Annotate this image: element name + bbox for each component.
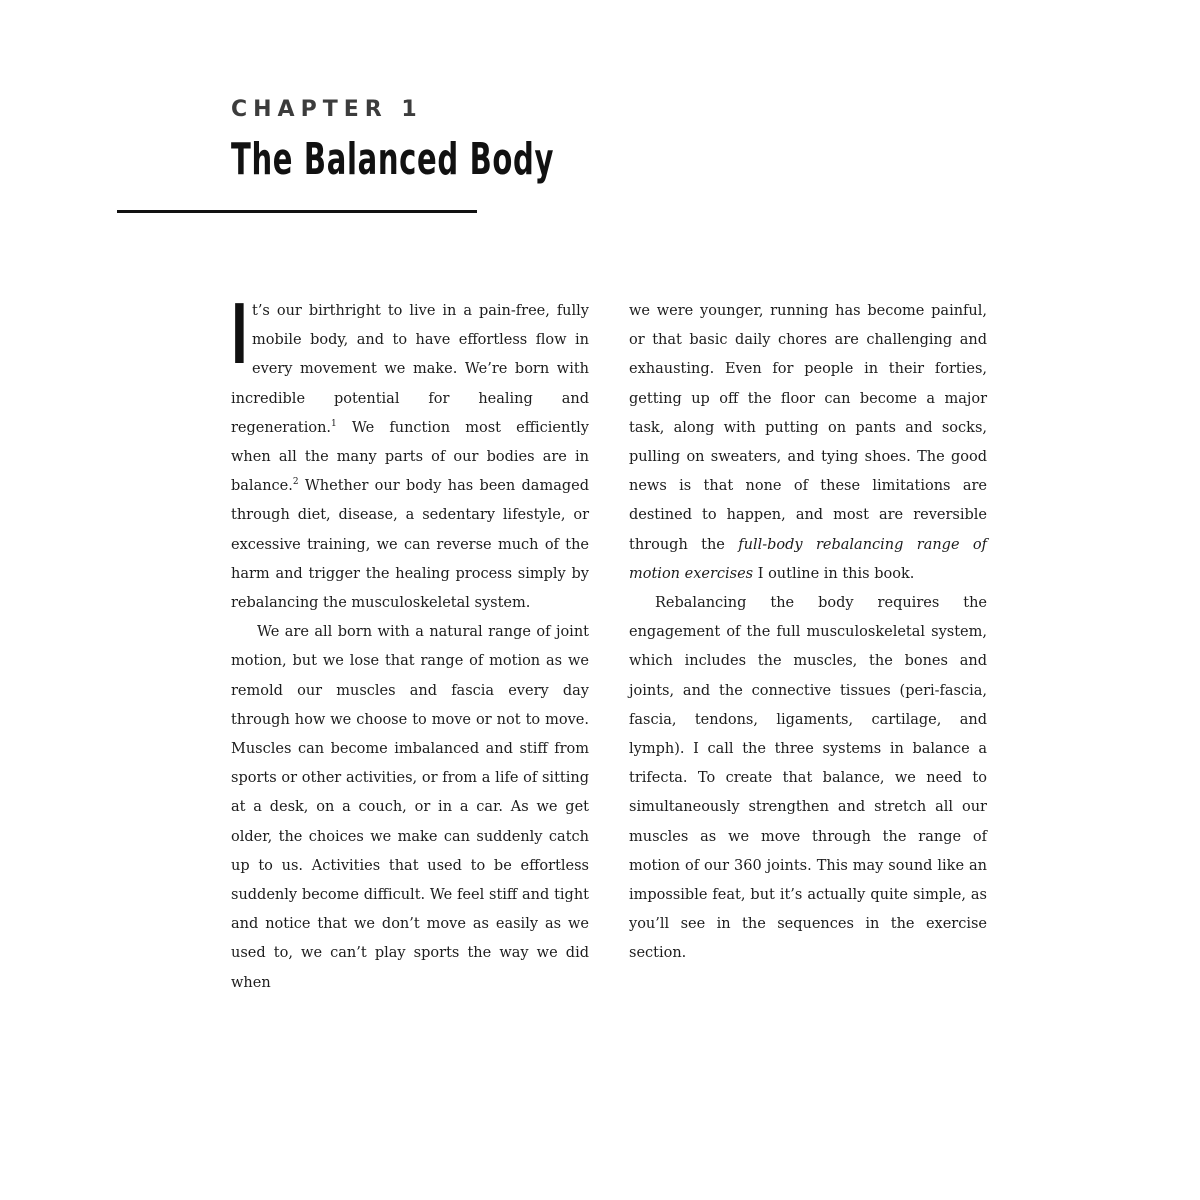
paragraph-2-cont-italic: full-body rebalancing range of motion exercises — [629, 536, 987, 582]
paragraph-2-continued — [629, 297, 987, 589]
paragraph-3: Rebalancing the body requires the engagement of the full musculoskeletal system, which includes the muscles, the bones and joints, and the connective tissues (peri-fascia, fascia, tendons, ligaments, cartilage, and lymph). I call the three systems in balance a trifecta. To create that balance, we need to simultaneously strengthen and stretch all our muscles as we move through the range of motion of our 360 joints. This may sound like an impossible feat, but it’s actually quite simple, as you’ll see in the sequences in the exercise section. — [629, 595, 987, 962]
paragraph-1-text-a: t’s our birthright to live in a pain-free, fully mobile body, and to have effortless flow in every movement we make. We’re born with incredible potential for healing and regeneration. — [231, 303, 589, 436]
paragraph-1-text-c: Whether our body has been damaged through diet, disease, a sedentary lifestyle, or excessive training, we can reverse much of the harm and trigger the healing process simply by rebalancing the musculoskeletal system. — [231, 478, 589, 612]
text-column-left — [231, 288, 589, 998]
paragraph-1-text-b: We function most efficiently when all the many parts of our bodies are in balance. — [231, 419, 589, 495]
title-rule — [117, 210, 477, 213]
drop-cap: I — [231, 288, 248, 383]
footnote-ref-2[interactable]: 2 — [292, 477, 299, 488]
paragraph-2: We are all born with a natural range of joint motion, but we lose that range of motion as we remold our muscles and fascia every day through how we choose to move or not to move. Muscles can become imbalanced and stiff from sports or other activities, or from a life of sitting at a desk, on a couch, or in a car. As we get older, the choices we make can suddenly catch up to us. Activities that used to be effortless suddenly become difficult. We feel stiff and tight and notice that we don’t move as easily as we used to, we can’t play sports the way we did when — [231, 624, 589, 991]
paragraph-2-cont-text-b: I outline in this book. — [753, 565, 915, 582]
chapter-label: CHAPTER 1 — [231, 97, 423, 122]
paragraph-2-cont-text-a: we were younger, running has become painful, or that basic daily chores are challenging and exhausting. Even for people in their forties, getting up off the floor can become a major task, along with putting on pants and socks, pulling on sweaters, and tying shoes. The good news is that none of these limitations are destined to happen, and most are reversible through the — [629, 303, 987, 553]
chapter-title: The Balanced Body — [231, 134, 555, 185]
text-column-right — [629, 297, 987, 969]
footnote-ref-1[interactable]: 1 — [331, 418, 337, 429]
paragraph-1 — [231, 288, 589, 618]
